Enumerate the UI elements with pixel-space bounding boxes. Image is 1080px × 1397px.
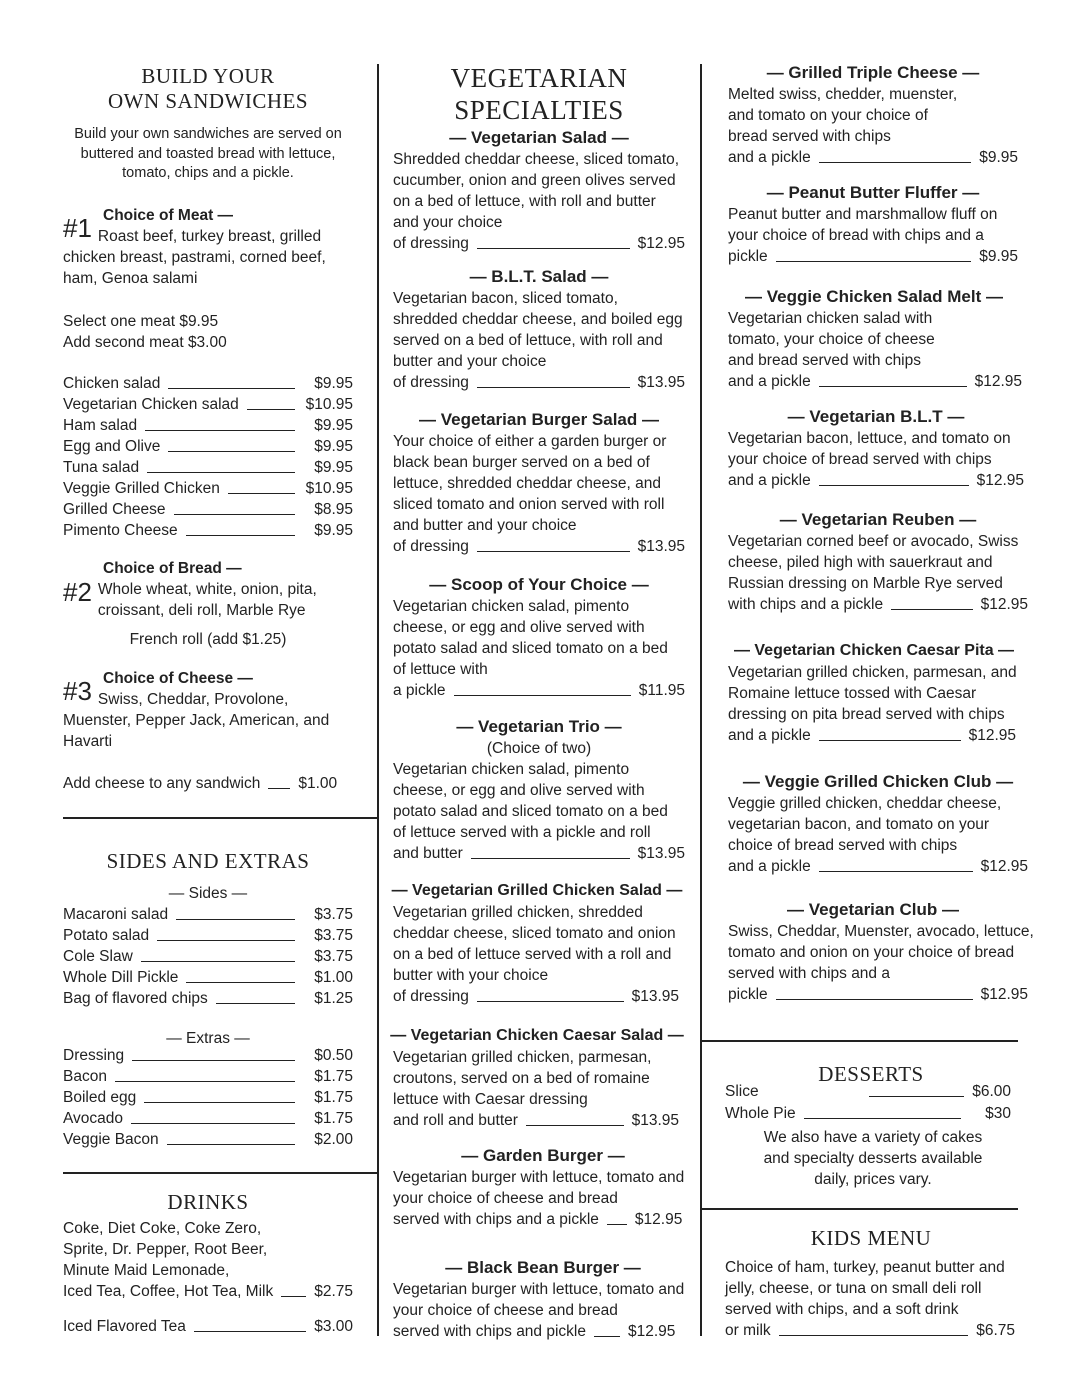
- leader-line: [147, 472, 295, 473]
- build-intro: Build your own sandwiches are served on buttered and toasted bread with lettuce, tomato, chips and a pickle.: [74, 126, 342, 181]
- drinks-line5: Iced Flavored Tea $3.00: [63, 1318, 353, 1335]
- bread-french-roll: French roll (add $1.25): [129, 631, 287, 648]
- item-title: — Garden Burger —: [461, 1146, 625, 1165]
- veg-item-burger-salad: [393, 408, 685, 557]
- divider-drinks: [63, 1172, 377, 1174]
- veg-item-grilled-chicken-salad: [387, 879, 687, 1007]
- item-title: — Vegetarian Grilled Chicken Salad —: [391, 882, 683, 899]
- desserts-title: DESSERTS: [818, 1062, 924, 1086]
- leader-line: [216, 1003, 295, 1004]
- veg-item-scoop: [393, 573, 685, 701]
- item-title: — B.L.T. Salad —: [469, 267, 609, 286]
- divider-desserts: [700, 1040, 1018, 1042]
- leader-line: [247, 409, 295, 410]
- sides-list: [63, 904, 353, 1009]
- leader-line: [776, 261, 972, 262]
- drinks-line2: Sprite, Dr. Pepper, Root Beer,: [63, 1241, 268, 1258]
- divider-kids: [700, 1208, 1018, 1210]
- leader-line: [144, 1102, 295, 1103]
- veg-title-line1: VEGETARIAN: [450, 63, 628, 93]
- leader-line: [779, 1335, 969, 1336]
- item-title: — Vegetarian B.L.T —: [787, 407, 965, 426]
- item-price-row: of dressing $13.95: [393, 374, 685, 391]
- item-title: — Vegetarian Salad —: [449, 128, 629, 147]
- item-price-row: of dressing $12.95: [393, 235, 685, 252]
- item-price-row: a pickle $11.95: [393, 682, 685, 699]
- leader-line: [268, 788, 290, 789]
- meat-heading: Choice of Meat —: [103, 207, 234, 224]
- leader-line: [454, 695, 631, 696]
- meat-add-second: Add second meat $3.00: [63, 334, 227, 351]
- meat-select-one: Select one meat $9.95: [63, 313, 219, 330]
- item-desc: Vegetarian chicken salad, pimento cheese, or egg and olive served with potato salad and sliced tomato on a bed of lettuce served with a pickle and roll: [393, 761, 668, 841]
- item-price-row: of dressing $13.95: [393, 538, 685, 555]
- drinks-title: DRINKS: [167, 1190, 249, 1214]
- right-item-triple-cheese: [728, 61, 1018, 168]
- leader-line: [526, 1125, 624, 1126]
- leader-line: [168, 451, 295, 452]
- extras-label: — Extras —: [166, 1030, 250, 1047]
- divider-sides: [63, 817, 377, 819]
- veg-item-caesar-salad: [387, 1024, 687, 1131]
- build-title-line1: BUILD YOUR: [141, 64, 275, 88]
- veg-item-garden-burger: [393, 1144, 693, 1230]
- list-item: Veggie Bacon $2.00: [63, 1131, 353, 1148]
- item-desc: Vegetarian burger with lettuce, tomato and your choice of cheese and bread: [393, 1281, 685, 1319]
- sides-label: — Sides —: [168, 885, 248, 902]
- item-title: — Vegetarian Club —: [787, 900, 959, 919]
- item-subtitle: (Choice of two): [486, 740, 592, 757]
- dessert-slice: Slice $6.00: [725, 1083, 1011, 1100]
- sides-title: SIDES AND EXTRAS: [106, 849, 310, 873]
- item-price-row: and a pickle $12.95: [728, 727, 1016, 744]
- leader-line: [607, 1224, 627, 1225]
- kids-title: KIDS MENU: [810, 1226, 932, 1250]
- list-item: Avocado $1.75: [63, 1110, 353, 1127]
- drinks-line3: Minute Maid Lemonade,: [63, 1262, 230, 1279]
- column-divider-right: [700, 64, 702, 1336]
- leader-line: [131, 1123, 295, 1124]
- drinks-line4: Iced Tea, Coffee, Hot Tea, Milk $2.75: [63, 1283, 353, 1300]
- list-item: Cole Slaw $3.75: [63, 948, 353, 965]
- item-price-row: and butter $13.95: [393, 845, 685, 862]
- leader-line: [477, 551, 630, 552]
- leader-line: [477, 1001, 624, 1002]
- item-title: — Vegetarian Trio —: [456, 717, 622, 736]
- leader-line: [281, 1296, 306, 1297]
- build-title-line2: OWN SANDWICHES: [107, 89, 309, 113]
- leader-line: [819, 485, 969, 486]
- cheese-text: Swiss, Cheddar, Provolone, Muenster, Pepper Jack, American, and Havarti: [63, 691, 330, 750]
- list-item: Tuna salad $9.95: [63, 459, 353, 476]
- leader-line: [186, 982, 295, 983]
- list-item: Vegetarian Chicken salad $10.95: [63, 396, 353, 413]
- item-title: — Vegetarian Burger Salad —: [419, 410, 659, 429]
- item-price-row: and roll and butter $13.95: [393, 1112, 679, 1129]
- leader-line: [194, 1331, 306, 1332]
- item-price-row: and a pickle $12.95: [728, 858, 1028, 875]
- kids-item: [725, 1257, 1015, 1341]
- leader-line: [471, 858, 630, 859]
- right-item-club: [728, 898, 1038, 1005]
- extras-list: [63, 1045, 353, 1150]
- list-item: Whole Dill Pickle $1.00: [63, 969, 353, 986]
- list-item: Grilled Cheese $8.95: [63, 501, 353, 518]
- list-item: Egg and Olive $9.95: [63, 438, 353, 455]
- item-desc: Vegetarian grilled chicken, shredded cheddar cheese, sliced tomato and onion on a bed of lettuce served with a roll and butter with your choice: [393, 904, 676, 984]
- item-desc: Vegetarian grilled chicken, parmesan, and Romaine lettuce tossed with Caesar dressing on pita bread served with chips: [728, 664, 1017, 723]
- item-title: — Peanut Butter Fluffer —: [766, 183, 980, 202]
- item-price-row: and a pickle $12.95: [728, 472, 1024, 489]
- item-desc: Swiss, Cheddar, Muenster, avocado, lettuce, tomato and onion on your choice of bread served with chips and a: [728, 923, 1034, 982]
- item-price-row: with chips and a pickle $12.95: [728, 596, 1028, 613]
- leader-line: [819, 871, 973, 872]
- leader-line: [157, 940, 295, 941]
- right-item-peanut-butter: [728, 181, 1018, 267]
- salad-list: [63, 373, 353, 541]
- build-title: [63, 64, 353, 114]
- leader-line: [167, 1144, 295, 1145]
- bread-heading: Choice of Bread —: [103, 560, 242, 577]
- drinks-line1: Coke, Diet Coke, Coke Zero,: [63, 1220, 262, 1237]
- item-desc: Veggie grilled chicken, cheddar cheese, vegetarian bacon, and tomato on your choice of bread served with chips: [728, 795, 1002, 854]
- item-title: — Veggie Grilled Chicken Club —: [742, 772, 1014, 791]
- list-item: Dressing $0.50: [63, 1047, 353, 1064]
- leader-line: [594, 1336, 620, 1337]
- leader-line: [477, 248, 630, 249]
- leader-line: [228, 493, 295, 494]
- leader-line: [174, 514, 295, 515]
- item-price-row: of dressing $13.95: [393, 988, 679, 1005]
- veg-item-trio: [393, 715, 685, 864]
- leader-line: [168, 388, 295, 389]
- leader-line: [145, 430, 295, 431]
- item-price-row: served with chips and pickle $12.95: [393, 1323, 676, 1340]
- item-desc: Shredded cheddar cheese, sliced tomato, cucumber, onion and green olives served on a bed of lettuce, with roll and butter and your choice: [393, 151, 680, 231]
- leader-line: [132, 1060, 295, 1061]
- item-price-row: and a pickle $12.95: [728, 373, 1022, 390]
- cheese-heading: Choice of Cheese —: [103, 670, 253, 687]
- leader-line: [819, 740, 961, 741]
- right-item-grilled-chicken-club: [728, 770, 1028, 877]
- item-title: — Vegetarian Chicken Caesar Salad —: [390, 1027, 684, 1044]
- item-title: — Vegetarian Chicken Caesar Pita —: [733, 642, 1015, 659]
- leader-line: [804, 1118, 961, 1119]
- list-item: Ham salad $9.95: [63, 417, 353, 434]
- cheese-number: #3: [63, 676, 92, 706]
- right-item-reuben: [728, 508, 1028, 615]
- leader-line: [819, 386, 967, 387]
- leader-line: [891, 609, 972, 610]
- item-desc: Peanut butter and marshmallow fluff on your choice of bread with chips and a: [728, 206, 998, 244]
- item-price-row: pickle $12.95: [728, 986, 1028, 1003]
- veg-item-black-bean-burger: [393, 1256, 693, 1342]
- item-desc: Choice of ham, turkey, peanut butter and jelly, cheese, or tuna on small deli roll served with chips, and a soft drink: [725, 1259, 1005, 1318]
- item-desc: Vegetarian chicken salad with tomato, your choice of cheese and bread served with chips: [728, 310, 935, 369]
- leader-line: [141, 961, 295, 962]
- item-title: — Scoop of Your Choice —: [429, 575, 649, 594]
- column-divider-left: [377, 64, 379, 1336]
- bread-text: Whole wheat, white, onion, pita, croissant, deli roll, Marble Rye: [97, 581, 317, 619]
- list-item: Macaroni salad $3.75: [63, 906, 353, 923]
- dessert-pie: Whole Pie $30: [725, 1105, 1011, 1122]
- item-desc: Vegetarian corned beef or avocado, Swiss cheese, piled high with sauerkraut and Russian dressing on Marble Rye served: [728, 533, 1019, 592]
- leader-line: [776, 999, 973, 1000]
- meat-number: #1: [63, 213, 92, 243]
- leader-line: [186, 535, 295, 536]
- item-desc: Melted swiss, chedder, muenster, and tomato on your choice of bread served with chips: [728, 86, 958, 145]
- veg-item-salad: [393, 126, 685, 254]
- item-price-row: and a pickle $9.95: [728, 149, 1018, 166]
- item-title: — Vegetarian Reuben —: [779, 510, 977, 529]
- list-item: Chicken salad $9.95: [63, 375, 353, 392]
- meat-section: [63, 205, 353, 289]
- cheese-section: [63, 668, 353, 752]
- list-item: Bacon $1.75: [63, 1068, 353, 1085]
- item-price-row: pickle $9.95: [728, 248, 1018, 265]
- item-desc: Vegetarian chicken salad, pimento cheese, or egg and olive served with potato salad and sliced tomato on a bed of lettuce with: [393, 598, 668, 678]
- desserts-note: We also have a variety of cakes and specialty desserts available daily, prices vary.: [763, 1129, 983, 1188]
- item-title: — Grilled Triple Cheese —: [766, 63, 980, 82]
- item-title: — Veggie Chicken Salad Melt —: [745, 287, 1003, 306]
- item-desc: Vegetarian burger with lettuce, tomato and your choice of cheese and bread: [393, 1169, 685, 1207]
- item-price-row: served with chips and a pickle $12.95: [393, 1211, 683, 1228]
- bread-section: [63, 558, 353, 621]
- bread-number: #2: [63, 577, 92, 607]
- veg-item-blt-salad: [393, 265, 685, 393]
- item-desc: Vegetarian bacon, sliced tomato, shredded cheddar cheese, and boiled egg served on a bed of lettuce, with roll and butter and your choice: [393, 290, 683, 370]
- item-title: — Black Bean Burger —: [445, 1258, 641, 1277]
- item-desc: Vegetarian bacon, lettuce, and tomato on your choice of bread served with chips: [728, 430, 1011, 468]
- list-item: Bag of flavored chips $1.25: [63, 990, 353, 1007]
- leader-line: [115, 1081, 295, 1082]
- right-item-blt: [728, 405, 1024, 491]
- list-item: Boiled egg $1.75: [63, 1089, 353, 1106]
- item-price-row: or milk $6.75: [725, 1322, 1015, 1339]
- right-item-chicken-salad-melt: [724, 285, 1024, 392]
- add-cheese-row: Add cheese to any sandwich $1.00: [63, 775, 338, 792]
- list-item: Veggie Grilled Chicken $10.95: [63, 480, 353, 497]
- meat-text: Roast beef, turkey breast, grilled chicken breast, pastrami, corned beef, ham, Genoa salami: [63, 228, 326, 287]
- right-item-caesar-pita: [724, 639, 1024, 746]
- leader-line: [819, 162, 971, 163]
- leader-line: [477, 387, 630, 388]
- leader-line: [176, 919, 295, 920]
- list-item: Potato salad $3.75: [63, 927, 353, 944]
- list-item: Pimento Cheese $9.95: [63, 522, 353, 539]
- veg-title-line2: SPECIALTIES: [454, 95, 624, 125]
- item-desc: Your choice of either a garden burger or black bean burger served on a bed of lettuce, shredded cheddar cheese, and sliced tomato and onion served with roll and butter and your choice: [393, 433, 667, 534]
- item-desc: Vegetarian grilled chicken, parmesan, croutons, served on a bed of romaine lettuce with Caesar dressing: [393, 1049, 652, 1108]
- leader-line: [869, 1096, 965, 1097]
- veg-title: [393, 62, 685, 126]
